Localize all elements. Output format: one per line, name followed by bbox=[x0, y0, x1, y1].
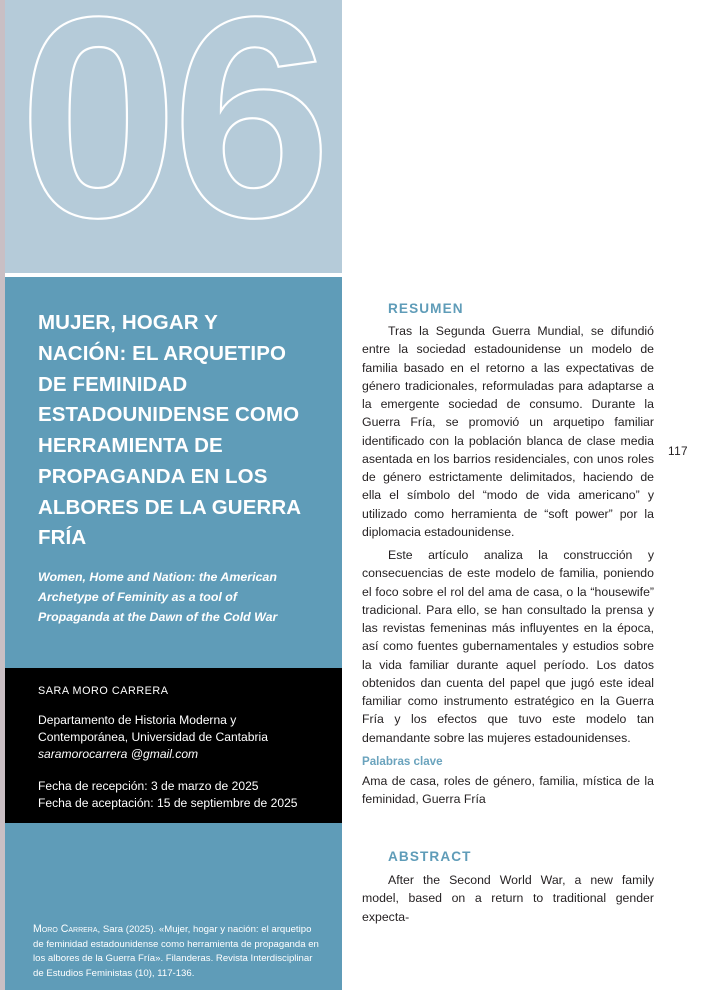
keywords-heading: Palabras clave bbox=[362, 755, 443, 768]
abstract-paragraph-1: After the Second World War, a new family model, based on a return to traditional gender expecta- bbox=[362, 873, 654, 924]
received-date: Fecha de recepción: 3 de marzo de 2025 bbox=[38, 779, 259, 793]
author-name: SARA MORO CARRERA bbox=[38, 685, 169, 697]
accepted-date: Fecha de aceptación: 15 de septiembre de 2025 bbox=[38, 796, 298, 811]
author-affiliation bbox=[38, 712, 318, 764]
left-edge-bleed-strip bbox=[0, 0, 5, 990]
issue-number-outline: 06 bbox=[19, 0, 326, 273]
article-subtitle-english: Women, Home and Nation: the American Archetype of Feminity as a tool of Propaganda at the Dawn of the Cold War bbox=[38, 570, 278, 625]
author-email[interactable]: saramorocarrera @gmail.com bbox=[38, 747, 199, 762]
citation-author: Moro Carrera bbox=[33, 923, 98, 935]
author-block bbox=[5, 668, 342, 823]
article-title: MUJER, HOGAR Y NACIÓN: EL ARQUETIPO DE FEMINIDAD ESTADOUNIDENSE COMO HERRAMIENTA DE PROPAGANDA EN LOS ALBORES DE LA GUERRA FRÍA bbox=[38, 311, 301, 550]
affiliation-text: Departamento de Historia Moderna y Contemporánea, Universidad de Cantabria bbox=[38, 713, 268, 745]
resumen-paragraph-1: Tras la Segunda Guerra Mundial, se difundió entre la sociedad estadounidense un modelo de familia basado en el retorno a las expectativas de género tradicionales, reformuladas para adaptarse a la emergente sociedad de consumo. Durante la Guerra Fría, se promovió un arquetipo familiar identificado con la población blanca de clase media asentada en los barrios residenciales, con unos roles de género estrictamente delimitados, haciendo de ella el símbolo del “modo de vida americano” y utilizado como herramienta de “soft power” por la diplomacia estadounidense. bbox=[362, 324, 654, 539]
page-number-folio: 117 bbox=[668, 444, 689, 458]
masthead-panel bbox=[5, 0, 342, 273]
citation-reference bbox=[33, 922, 323, 981]
submission-dates bbox=[38, 778, 328, 812]
left-column bbox=[0, 0, 342, 990]
title-band bbox=[5, 277, 342, 990]
resumen-paragraph-2: Este artículo analiza la construcción y consecuencias de este modelo de familia, poniendo el foco sobre el rol del ama de casa, o la “housewife” tradicional. Para ello, se han consultado la prensa y las revistas femeninas más influyentes en la época, así como fuentes gubernamentales y estudios sobre la vida familiar durante aquel período. Los datos obtenidos dan cuenta del papel que jugó este ideal familiar como instrumento estratégico en la Guerra Fría y los efectos que tuvo este modelo tan demandante sobre las mujeres estadounidenses. bbox=[362, 548, 654, 745]
keywords-body: Ama de casa, roles de género, familia, mística de la feminidad, Guerra Fría bbox=[362, 774, 654, 807]
resumen-heading: RESUMEN bbox=[388, 301, 464, 316]
right-column bbox=[362, 0, 654, 990]
abstract-heading: ABSTRACT bbox=[388, 849, 472, 864]
citation-rest: , Sara (2025). «Mujer, hogar y nación: el arquetipo de feminidad estadounidense como herramienta de propaganda en los albores de la Guerra Fría». Filanderas. Revista Interdisciplinar de Estudios Feministas (10), 117-136. bbox=[33, 924, 319, 979]
